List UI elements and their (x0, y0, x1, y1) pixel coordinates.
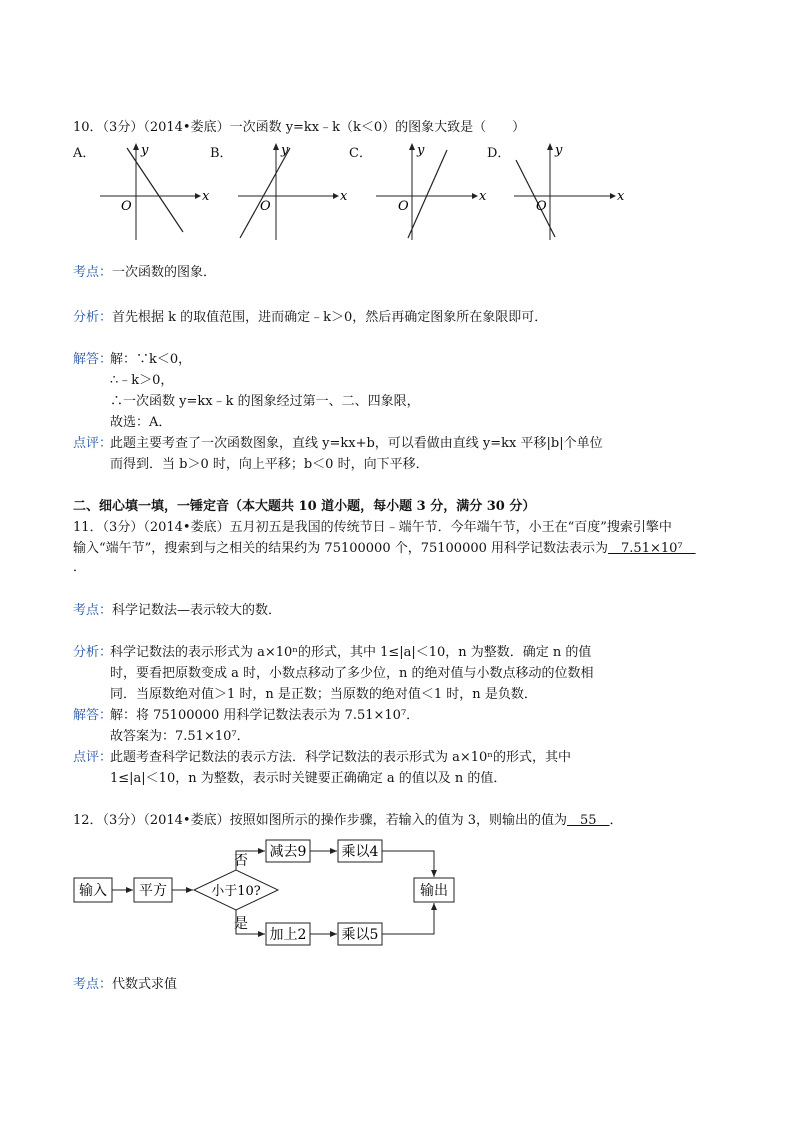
fenxi-label: 分析： (73, 310, 113, 325)
kaodian-label: 考点： (73, 265, 113, 280)
flow-arrow (382, 851, 434, 877)
y-label: y (555, 143, 563, 158)
q12-flowchart (0, 832, 794, 947)
q10-jieda-label: 解答： (73, 352, 113, 367)
q11-dianping-line: 1≤|a|＜10，n 为整数，表示时关键要正确确定 a 的值以及 n 的值． (110, 771, 507, 786)
q10-fenxi (73, 310, 547, 326)
graph-line (240, 148, 290, 238)
flow-decision-text: 小于10? (211, 884, 261, 899)
flow-add-text: 加上2 (269, 927, 307, 943)
q10-option-c-label: C． (349, 146, 372, 161)
kaodian-text: 一次函数的图象． (112, 265, 217, 280)
y-label: y (281, 143, 289, 158)
q10-jieda-line: 故选：A． (110, 415, 172, 430)
q10-kaodian (73, 265, 216, 281)
q10-option-d-label: D． (487, 146, 511, 161)
flow-times5-text: 乘以5 (341, 927, 379, 943)
q12-kaodian (73, 977, 177, 993)
x-label: x (202, 189, 210, 204)
q11-line-1: 11．（3分）（2014•娄底）五月初五是我国的传统节日﹣端午节．今年端午节，小王在“百度”搜索引擎中 (73, 520, 672, 535)
graph-line (408, 150, 447, 238)
graph-d (514, 143, 625, 240)
x-axis-arrow (610, 193, 616, 199)
kaodian-label: 考点： (73, 977, 113, 992)
kaodian-text: 科学记数法—表示较大的数． (112, 603, 282, 618)
q10-dianping-line: 而得到．当 b＞0 时，向上平移；b＜0 时，向下平移． (110, 457, 429, 472)
kaodian-label: 考点： (73, 603, 113, 618)
y-axis-arrow (133, 143, 139, 150)
q11-answer: 7.51×10⁷ (608, 541, 696, 556)
q11-jieda-line: 解：将 75100000 用科学记数法表示为 7.51×10⁷． (110, 708, 420, 723)
q11-kaodian (73, 603, 281, 619)
origin-label: O (536, 199, 547, 214)
q10-jieda-line: ∴一次函数 y=kx﹣k 的图象经过第一、二、四象限， (110, 394, 420, 409)
q12-stem (73, 813, 623, 829)
q11-fenxi-line: 科学记数法的表示形式为 a×10ⁿ的形式，其中 1≤|a|＜10，n 为整数．确定 n 的值 (110, 645, 592, 660)
flow-times4-text: 乘以4 (341, 844, 379, 860)
flow-no-label: 否 (234, 853, 248, 869)
q10-dianping-line: 此题主要考查了一次函数图象，直线 y=kx+b，可以看做由直线 y=kx 平移|b|个单位 (110, 436, 603, 451)
x-axis-arrow (195, 193, 201, 199)
q11-line-3: ． (73, 560, 87, 575)
y-axis-arrow (273, 143, 279, 150)
q11-jieda-label: 解答： (73, 708, 113, 723)
q10-jieda-line: ∴﹣k＞0， (110, 373, 174, 388)
q10-stem: 10．（3分）（2014•娄底）一次函数 y=kx﹣k（k＜0）的图象大致是（ ） (73, 120, 526, 135)
graph-a (100, 143, 210, 240)
y-label: y (141, 143, 149, 158)
q11-line-2 (73, 541, 696, 557)
kaodian-text: 代数式求值 (112, 977, 178, 992)
q10-option-a-label: A． (73, 146, 96, 161)
q10-graphs (0, 140, 794, 250)
q11-dianping-line: 此题考查科学记数法的表示方法．科学记数法的表示形式为 a×10ⁿ的形式，其中 (110, 750, 571, 765)
flow-subtract-text: 减去9 (269, 844, 307, 860)
y-axis-arrow (547, 143, 553, 150)
q11-fenxi-line: 时，要看把原数变成 a 时，小数点移动了多少位，n 的绝对值与小数点移动的位数相 (110, 666, 594, 681)
origin-label: O (398, 199, 409, 214)
flow-yes-label: 是 (234, 916, 248, 932)
x-axis-arrow (333, 193, 339, 199)
q11-fenxi-label: 分析： (73, 645, 113, 660)
q11-fenxi-line: 同．当原数绝对值＞1 时，n 是正数；当原数的绝对值＜1 时，n 是负数． (110, 687, 537, 702)
q10-jieda-line: 解：∵k＜0， (110, 352, 192, 367)
q11-jieda-line: 故答案为：7.51×10⁷． (110, 729, 250, 744)
graph-line (127, 148, 183, 232)
q12-stem-text: 12．（3分）（2014•娄底）按照如图所示的操作步骤，若输入的值为 3，则输出的值为 (73, 813, 567, 828)
y-label: y (417, 143, 425, 158)
x-label: x (479, 189, 487, 204)
graph-b (238, 143, 348, 240)
q11-line-2-text: 输入“端午节”，搜索到与之相关的结果约为 75100000 个，75100000 用科学记数法表示为 (73, 541, 609, 556)
flow-output-text: 输出 (420, 883, 448, 899)
flow-input-text: 输入 (79, 883, 107, 899)
q12-answer: 55 (566, 813, 610, 828)
origin-label: O (260, 199, 271, 214)
origin-label: O (121, 199, 132, 214)
x-label: x (617, 189, 625, 204)
q12-stem-end: ． (609, 813, 623, 828)
section-2-heading: 二、细心填一填，一锤定音（本大题共 10 道小题，每小题 3 分，满分 30 分） (73, 499, 536, 514)
fenxi-text: 首先根据 k 的取值范围，进而确定﹣k＞0，然后再确定图象所在象限即可． (112, 310, 548, 325)
y-axis-arrow (409, 143, 415, 150)
x-label: x (340, 189, 348, 204)
q10-option-b-label: B． (210, 146, 233, 161)
flow-arrow (382, 903, 434, 934)
x-axis-arrow (472, 193, 478, 199)
flow-square-text: 平方 (139, 883, 167, 899)
q10-dianping-label: 点评： (73, 436, 113, 451)
graph-c (376, 143, 487, 240)
q11-dianping-label: 点评： (73, 750, 113, 765)
